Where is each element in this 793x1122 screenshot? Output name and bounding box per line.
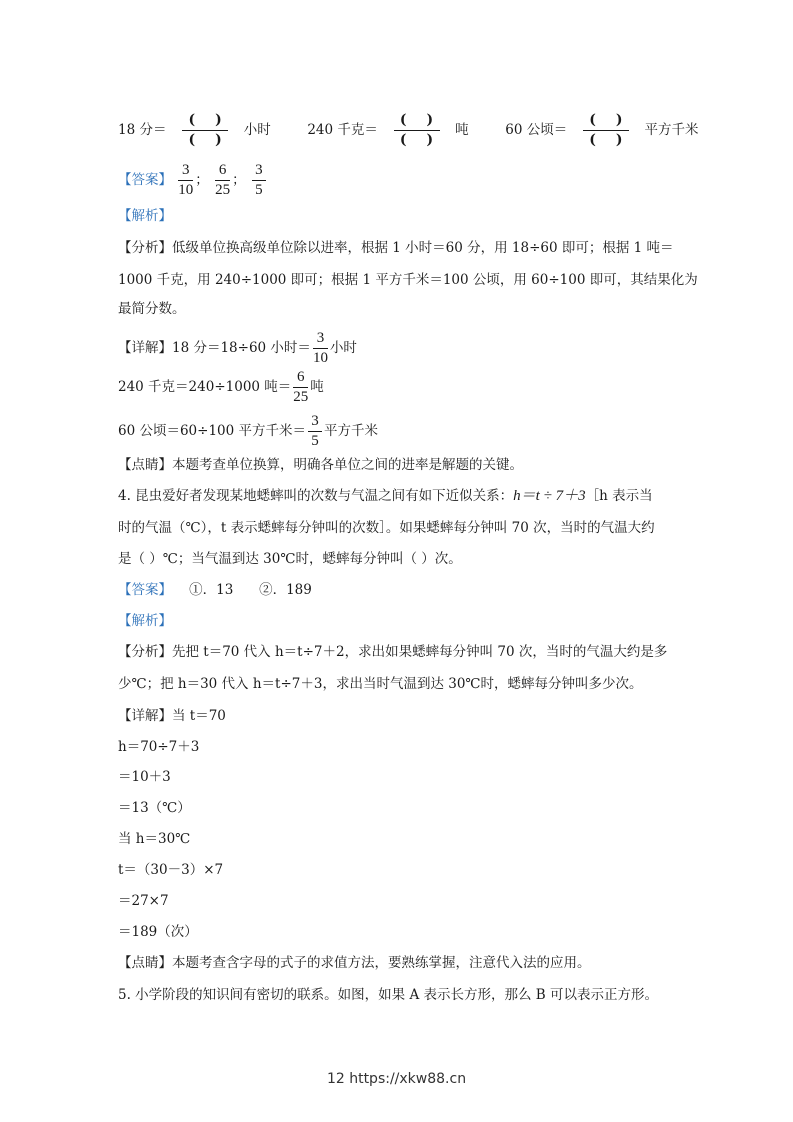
fenxi-tag: 【分析】 bbox=[118, 240, 172, 256]
q3-part2-unit: 吨 bbox=[455, 122, 469, 138]
separator: ； bbox=[195, 172, 209, 188]
denominator: 5 bbox=[255, 182, 263, 198]
page-footer: 12 https://xkw88.cn bbox=[326, 1071, 467, 1087]
solution-text: 60 公顷＝60÷100 平方千米＝ bbox=[118, 423, 307, 439]
dianjing-tag: 【点睛】 bbox=[118, 457, 172, 473]
analysis-tag: 【解析】 bbox=[118, 613, 172, 629]
step-line: 当 h＝30℃ bbox=[118, 831, 191, 847]
solution-text: 240 千克＝240÷1000 吨＝ bbox=[118, 379, 292, 395]
q4-answer-line bbox=[118, 580, 312, 600]
blank-fraction: () () bbox=[569, 112, 642, 149]
solution-fraction bbox=[293, 369, 308, 406]
q4-question-line2: 时的气温（℃），t 表示蟋蟀每分钟叫的次数］。如果蟋蟀每分钟叫 70 次，当时的气温大约 bbox=[118, 520, 655, 536]
solution-text: 18 分＝18÷60 小时＝ bbox=[172, 340, 311, 356]
q3-part3-prefix: 60 公顷＝ bbox=[505, 122, 568, 138]
q3-xiangjie-line2 bbox=[118, 367, 324, 407]
dianjing-text: 本题考查含字母的式子的求值方法，要熟练掌握，注意代入法的应用。 bbox=[172, 955, 591, 971]
numerator: 3 bbox=[182, 162, 190, 178]
fenxi-tag: 【分析】 bbox=[118, 644, 172, 660]
analysis-tag: 【解析】 bbox=[118, 208, 172, 224]
q4-xiangjie-line bbox=[118, 706, 226, 726]
numerator: 3 bbox=[255, 162, 263, 178]
solution-fraction bbox=[313, 330, 328, 367]
q4-question-line3: 是（ ）℃；当气温到达 30℃时，蟋蟀每分钟叫（ ）次。 bbox=[118, 551, 462, 567]
q4-formula: h＝t ÷ 7＋3 bbox=[513, 488, 586, 504]
dianjing-tag: 【点睛】 bbox=[118, 955, 172, 971]
numerator: 3 bbox=[316, 330, 325, 346]
q5-question-line1: 5. 小学阶段的知识间有密切的联系。如图，如果 A 表示长方形，那么 B 可以表示正方形。 bbox=[118, 987, 659, 1003]
q3-part2-prefix: 240 千克＝ bbox=[307, 122, 378, 138]
solution-unit: 小时 bbox=[329, 340, 357, 356]
answer-tag: 【答案】 bbox=[118, 172, 172, 188]
numerator: 6 bbox=[297, 369, 305, 385]
q3-part1-prefix: 18 分＝ bbox=[118, 122, 167, 138]
q3-xiangjie-line1 bbox=[118, 328, 357, 368]
denominator: 25 bbox=[293, 389, 309, 405]
answer-fraction-2 bbox=[215, 162, 230, 199]
solution-unit: 平方千米 bbox=[324, 423, 379, 439]
denominator: 10 bbox=[178, 182, 194, 198]
q3-fenxi-line1 bbox=[118, 238, 674, 258]
q3-part1-unit: 小时 bbox=[243, 122, 271, 138]
xiangjie-tag: 【详解】 bbox=[118, 340, 172, 356]
step-line: ＝10＋3 bbox=[118, 769, 171, 785]
fenxi-text: 先把 t＝70 代入 h＝t÷7＋2，求出如果蟋蟀每分钟叫 70 次，当时的气温大约是多 bbox=[172, 644, 668, 660]
step-line: ＝27×7 bbox=[118, 893, 169, 909]
q3-dianjing-line bbox=[118, 455, 523, 475]
solution-unit: 吨 bbox=[310, 379, 324, 395]
denominator: 25 bbox=[215, 182, 231, 198]
answer-text: ①．13 ②．189 bbox=[172, 582, 312, 598]
q4-question-line1 bbox=[118, 486, 653, 506]
solution-fraction bbox=[308, 413, 322, 450]
q3-xiangjie-line3 bbox=[118, 411, 378, 451]
step-line: t＝（30－3）×7 bbox=[118, 862, 224, 878]
q4-text: 4. 昆虫爱好者发现某地蟋蟀叫的次数与气温之间有如下近似关系： bbox=[118, 488, 514, 504]
xiangjie-tag: 【详解】 bbox=[118, 708, 172, 724]
blank-fraction: () () bbox=[168, 112, 241, 149]
step-line: h＝70÷7＋3 bbox=[118, 739, 200, 755]
fenxi-text: 低级单位换高级单位除以进率，根据 1 小时＝60 分，用 18÷60 即可；根据 1 吨＝ bbox=[172, 240, 674, 256]
answer-fraction-1 bbox=[178, 162, 193, 199]
step-line: ＝189（次） bbox=[118, 924, 198, 940]
answer-fraction-3 bbox=[252, 162, 266, 199]
q3-answer-line bbox=[118, 160, 268, 200]
dianjing-text: 本题考查单位换算，明确各单位之间的进率是解题的关键。 bbox=[172, 457, 523, 473]
q3-part3-unit: 平方千米 bbox=[644, 122, 699, 138]
q4-fenxi-line2: 少℃；把 h＝30 代入 h＝t÷7＋3，求出当时气温到达 30℃时，蟋蟀每分钟叫多少次。 bbox=[118, 676, 643, 692]
q4-text: ［h 表示当 bbox=[585, 488, 653, 504]
step-text: 当 t＝70 bbox=[172, 708, 226, 724]
q4-fenxi-line1 bbox=[118, 642, 667, 662]
denominator: 5 bbox=[311, 433, 319, 449]
denominator: 10 bbox=[312, 350, 328, 366]
q3-fenxi-line3: 最简分数。 bbox=[118, 301, 186, 317]
blank-fraction: () () bbox=[380, 112, 453, 149]
separator: ； bbox=[232, 172, 246, 188]
numerator: 3 bbox=[311, 413, 319, 429]
q4-dianjing-line bbox=[118, 953, 591, 973]
numerator: 6 bbox=[218, 162, 227, 178]
q3-question-line bbox=[118, 110, 698, 150]
step-line: ＝13（℃） bbox=[118, 800, 191, 816]
q3-fenxi-line2: 1000 千克，用 240÷1000 即可；根据 1 平方千米＝100 公顷，用 60÷100 即可，其结果化为 bbox=[118, 272, 698, 288]
answer-tag: 【答案】 bbox=[118, 582, 172, 598]
